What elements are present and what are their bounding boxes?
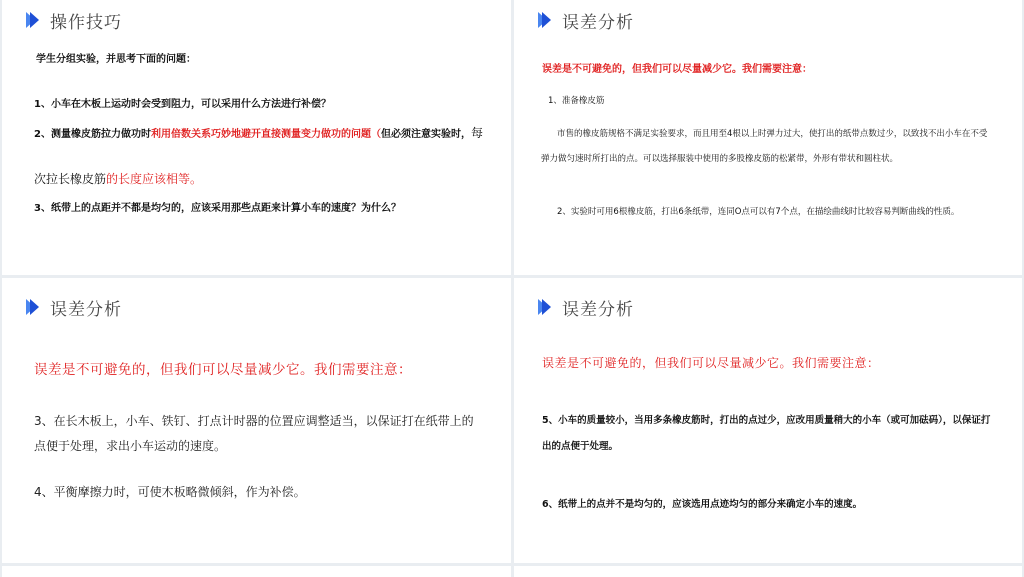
- slide-error-analysis-2[interactable]: [2, 278, 511, 563]
- slide-title: 误差分析: [562, 299, 634, 320]
- slide-next-left[interactable]: [2, 566, 511, 577]
- question-2: [34, 111, 494, 203]
- headline-text: 误差是不可避免的，但我们可以尽量减少它。我们需要注意：: [542, 356, 880, 370]
- question-2-start: 2、测量橡皮筋拉力做功时: [34, 129, 151, 140]
- play-chevron-icon: [536, 298, 554, 316]
- slide-error-analysis-3[interactable]: [514, 278, 1022, 563]
- question-2-highlight-end: 的长度应该相等。: [106, 172, 203, 186]
- headline-text: 误差是不可避免的，但我们可以尽量减少它。我们需要注意：: [34, 362, 412, 378]
- slide-title: 误差分析: [562, 12, 634, 33]
- slide-title: 操作技巧: [50, 12, 122, 33]
- slide-operation-tips[interactable]: [2, 0, 511, 275]
- play-chevron-icon: [24, 11, 42, 29]
- question-1: 1、小车在木板上运动时会受到阻力，可以采用什么方法进行补偿？: [34, 99, 331, 110]
- intro-text: 学生分组实验，并思考下面的问题：: [36, 54, 196, 65]
- question-2-normal: 每次拉长橡皮筋: [34, 126, 483, 186]
- item-1-body: 市售的橡皮筋规格不满足实验要求，而且用至4根以上时弹力过大，使打出的纸带点数过少，以致找不出小车在不受弹力做匀速时所打出的点。可以选择服装中使用的多股橡皮筋的松紧带，外形有带状和圆柱状。: [541, 129, 988, 164]
- question-3: 3、纸带上的点距并不都是均匀的，应该采用那些点距来计算小车的速度？为什么？: [34, 203, 401, 214]
- slide-error-analysis-1[interactable]: [514, 0, 1022, 275]
- slide-header: [536, 9, 634, 31]
- slide-title: 误差分析: [50, 299, 122, 320]
- slide-header: [24, 9, 122, 31]
- item-4: 4、平衡摩擦力时，可使木板略微倾斜，作为补偿。: [34, 485, 306, 499]
- play-chevron-icon: [24, 298, 42, 316]
- question-2-highlight: 利用倍数关系巧妙地避开直接测量变力做功的问题（: [150, 129, 381, 140]
- slide-header: [24, 296, 122, 318]
- item-6: 6、纸带上的点并不是均匀的，应该选用点迹均匀的部分来确定小车的速度。: [542, 499, 863, 510]
- headline-text: 误差是不可避免的，但我们可以尽量减少它。我们需要注意：: [542, 64, 812, 75]
- item-1-title: 1、准备橡皮筋: [548, 96, 605, 106]
- item-2-body: 2、实验时可用6根橡皮筋，打出6条纸带，连同O点可以有7个点，在描绘曲线时比较容易判断曲线的性质。: [557, 207, 960, 217]
- play-chevron-icon: [536, 11, 554, 29]
- question-2-middle: 但必须注意实验时，: [380, 129, 471, 140]
- slide-next-right[interactable]: [514, 566, 1022, 577]
- item-5: 5、小车的质量较小，当用多条橡皮筋时，打出的点过少，应改用质量稍大的小车（或可加砝码），以保证打出的点便于处理。: [542, 415, 991, 452]
- slide-header: [536, 296, 634, 318]
- item-3: 3、在长木板上，小车、铁钉、打点计时器的位置应调整适当，以保证打在纸带上的点便于处理，求出小车运动的速度。: [34, 414, 474, 453]
